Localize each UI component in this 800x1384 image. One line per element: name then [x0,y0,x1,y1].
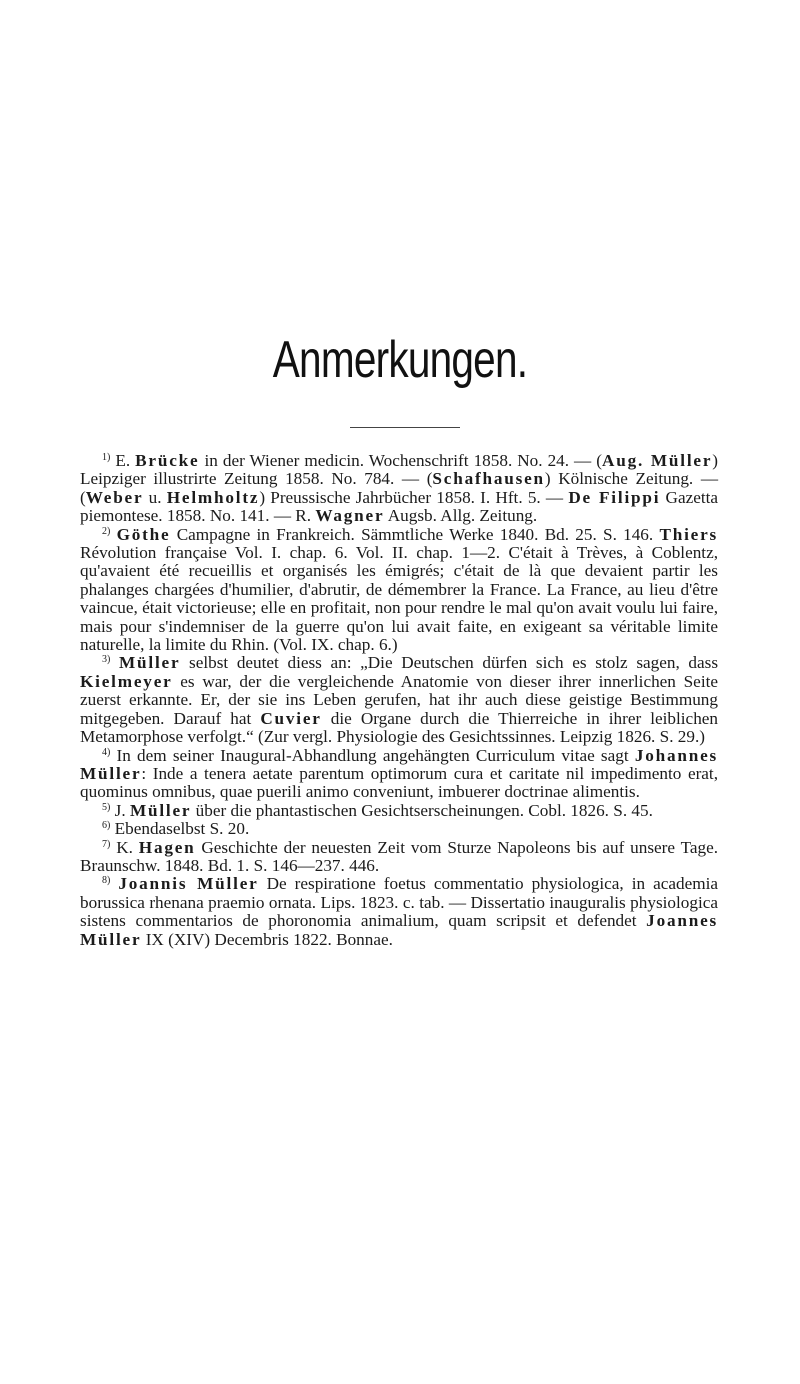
footnote-marker: 8) [102,875,111,887]
footnote-2 [80,526,718,655]
spaced-name: Müller [119,653,181,673]
footnote-text: ) Leipziger illustrirte Zeitung 1858. No. 784. — ( [80,451,718,489]
footnote-6 [80,820,718,838]
footnote-4 [80,747,718,802]
footnote-text: Geschichte der neuesten Zeit vom Sturze Napoleons bis auf unsere Tage. Braunschw. 1848. Bd. 1. S. 146—237. 446. [80,837,719,875]
footnote-text: K. [116,837,139,857]
spaced-name: Göthe [116,524,171,544]
footnote-text: über die phantastischen Gesichtserscheinungen. Cobl. 1826. S. 45. [191,800,653,820]
spaced-name: Joannes Müller [80,911,718,949]
spaced-name: Aug. Müller [602,451,713,470]
footnote-1 [80,452,718,526]
footnote-marker: 7) [102,838,111,850]
footnote-text: E. [115,451,136,470]
spaced-name: Weber [85,487,144,507]
footnote-text: Gazetta piemontese. 1858. No. 141. — R. [80,487,719,526]
footnote-text: De respiratione foetus commentatio physiologica, in academia borussica rhenana praemio ornata. Lips. 1823. c. tab. — Dissertatio inauguralis physiologica sistens commentarios de phoronomia animalium, quam scripsit et defendet [80,874,719,931]
footnote-text: In dem seiner Inaugural-Abhandlung angehängten Curriculum vitae sagt [116,745,635,765]
footnote-text: ) Kölnische Zeitung. — ( [80,469,719,507]
footnote-text: ) Preussische Jahrbücher 1858. I. Hft. 5. — [259,487,569,507]
spaced-name: Cuvier [260,708,322,728]
footnote-text: die Organe durch die Thierreiche in ihrer leiblichen Metamorphose verfolgt.“ (Zur vergl. Physiologie des Gesichtssinnes. Leipzig 1826. S. 29.) [80,708,719,747]
heading-rule [350,427,460,428]
spaced-name: Kielmeyer [80,671,173,691]
spaced-name: Thiers [659,524,718,544]
spaced-name: Wagner [315,506,385,526]
footnote-text: J. [114,800,130,820]
spaced-name: Joannis Müller [118,874,259,894]
footnote-text: IX (XIV) Decembris 1822. Bonnae. [141,929,393,949]
page-heading: Anmerkungen. [272,331,528,389]
footnote-marker: 3) [102,654,111,666]
footnote-8 [80,875,718,949]
spaced-name: Hagen [138,837,196,857]
footnote-text: selbst deutet diess an: „Die Deutschen dürfen sich es stolz sagen, dass [180,653,719,673]
spaced-name: Johannes Müller [80,745,718,783]
spaced-name: Brücke [135,451,200,470]
footnote-7 [80,839,718,876]
footnote-text: : Inde a tenera aetate parentum optimorum cura et caritate nil impedimento erat, quominus omnibus, quae puerili animo conveniunt, imbuerer doctrinae alimentis. [80,763,718,802]
footnote-text: Révolution française Vol. I. chap. 6. Vol. II. chap. 1—2. C'était à Trèves, à Coblentz, qu'avaient été recueillis et organisés les émigrés; c'était de là que devaient partir les phalanges chargées d'humilier, d'abrutir, de démembrer la France. La France, au lieu d'être vaincue, était victorieuse; elle en profitait, non pour rendre le mal qu'on avait voulu lui faire, mais pour s'indemniser de la guerre qu'on lui avait faite, en exigeant sa véritable limite naturelle, la limite du Rhin. (Vol. IX. chap. 6.) [80,543,718,655]
footnote-text: in der Wiener medicin. Wochenschrift 1858. No. 24. — ( [199,451,602,470]
footnote-marker: 4) [102,746,111,758]
footnote-marker: 1) [102,452,111,463]
footnote-text: Ebendaselbst S. 20. [114,819,250,839]
spaced-name: Helmholtz [166,487,260,507]
footnotes-section [80,452,718,949]
footnote-marker: 2) [102,525,111,537]
footnote-text: u. [143,487,167,507]
spaced-name: Schafhausen [432,469,545,489]
footnote-text: Campagne in Frankreich. Sämmtliche Werke 1840. Bd. 25. S. 146. [170,524,660,544]
spaced-name: De Filippi [568,487,661,507]
footnote-marker: 6) [102,820,111,832]
spaced-name: Müller [129,800,192,820]
footnote-5 [80,802,718,820]
footnote-text: es war, der die vergleichende Anatomie von dieser ihrer innerlichen Seite zuerst erkannte. Er, der sie ins Leben gerufen, hat ihr auch diese geistige Bestimmung mitgegeben. Darauf hat [80,671,718,728]
footnote-marker: 5) [102,801,111,813]
footnote-3 [80,654,718,746]
footnote-text: Augsb. Allg. Zeitung. [384,506,538,526]
